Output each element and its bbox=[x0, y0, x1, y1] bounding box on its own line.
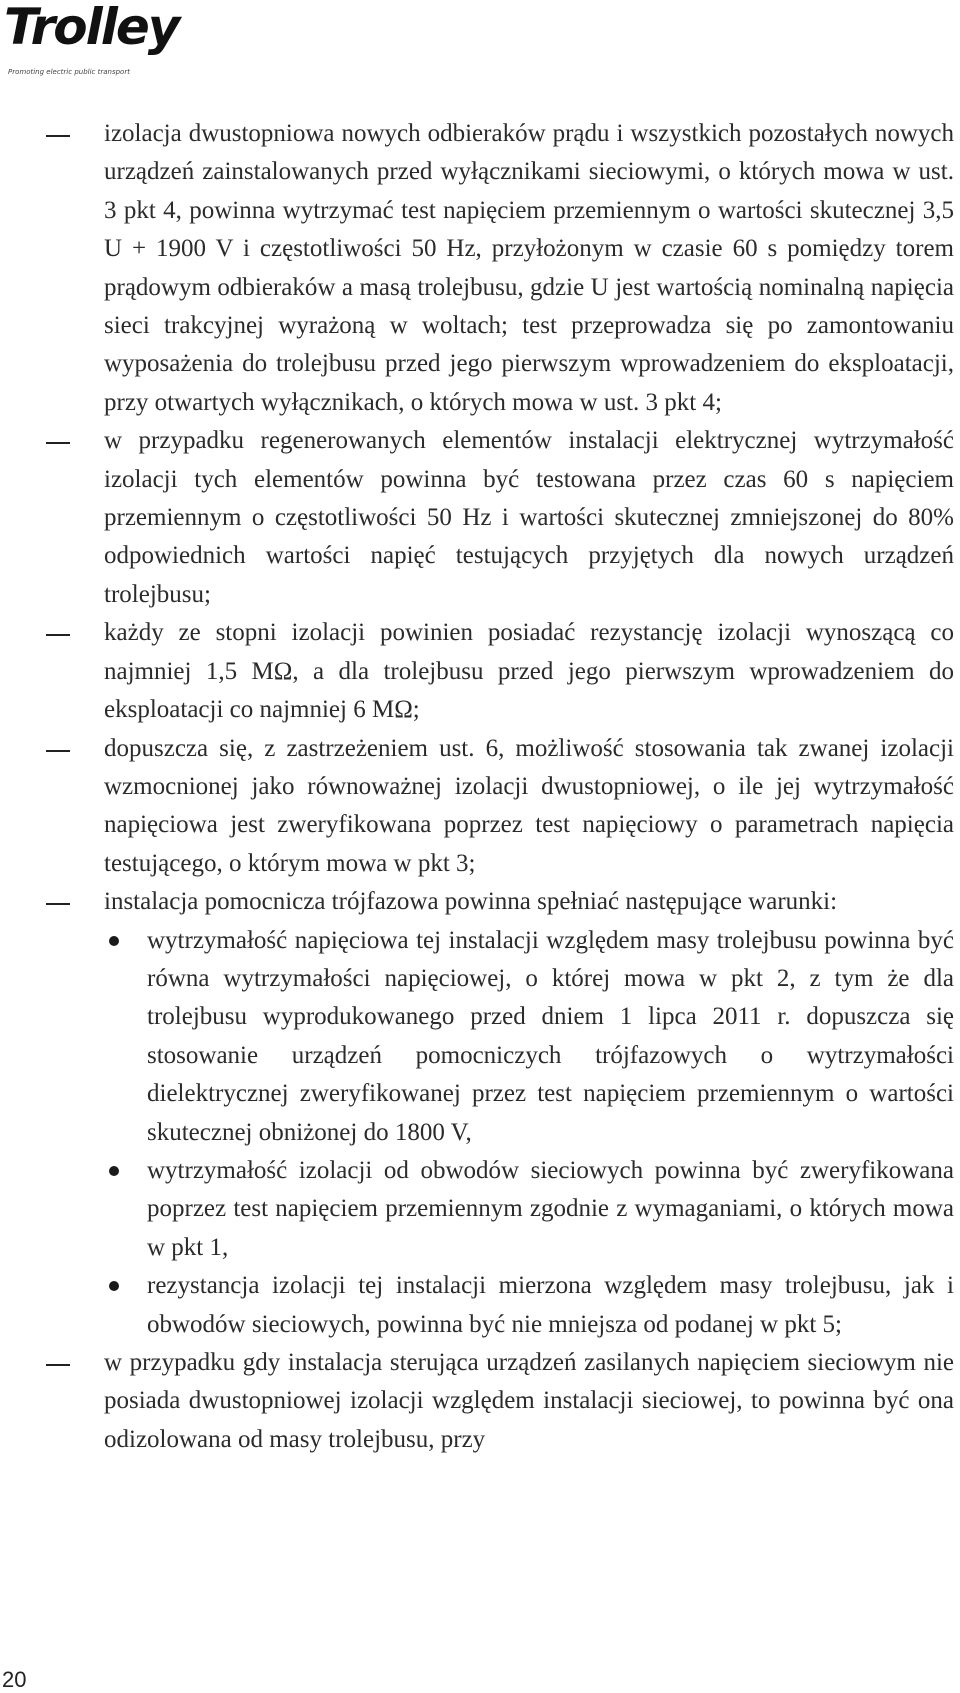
list-item-text: w przypadku gdy instalacja sterująca urządzeń zasilanych napięciem sieciowym nie posiada dwustopniowej izolacji względem instalacji sieciowej, to powinna być ona odizolowana od masy trolejbusu, przy bbox=[104, 1349, 954, 1453]
bullet-item-text: wytrzymałość izolacji od obwodów sieciowych powinna być zweryfikowana poprzez test napięciem przemiennym zgodnie z wymaganiami, o których mowa w pkt 1, bbox=[147, 1156, 954, 1261]
dash-marker bbox=[46, 750, 70, 752]
logo-tagline: Promoting electric public transport bbox=[8, 68, 130, 76]
list-item-1 bbox=[46, 115, 958, 422]
bullet-item-1 bbox=[104, 922, 958, 1152]
list-item-text: każdy ze stopni izolacji powinien posiadać rezystancję izolacji wynoszącą co najmniej 1,5 MΩ, a dla trolejbusu przed jego pierwszym wprowadzeniem do eksploatacji co najmniej 6 MΩ; bbox=[104, 619, 954, 724]
bullet-item-3 bbox=[104, 1267, 958, 1344]
bullet-marker bbox=[109, 1166, 119, 1176]
bullet-marker bbox=[109, 936, 119, 946]
dash-marker bbox=[46, 442, 70, 444]
logo-wordmark: Trolley bbox=[4, 0, 179, 56]
bullet-item-text: wytrzymałość napięciowa tej instalacji względem masy trolejbusu powinna być równa wytrzymałości napięciowej, o której mowa w pkt 2, z tym że dla trolejbusu wyprodukowanego przed dniem 1 lipca 2011 r. dopuszcza się stosowanie urządzeń pomocniczych trójfazowych o wytrzymałości dielektrycznej zweryfikowanej przez test napięciem przemiennym o wartości skutecznej obniżonej do 1800 V, bbox=[147, 926, 954, 1146]
list-item-6 bbox=[46, 1344, 958, 1459]
list-item-text: izolacja dwustopniowa nowych odbieraków prądu i wszystkich pozostałych nowych urządzeń zainstalowanych przed wyłącznikami sieciowymi, o których mowa w ust. 3 pkt 4, powinna wytrzymać test napięciem przemiennym o wartości skutecznej 3,5 U + 1900 V i częstotliwości 50 Hz, przyłożonym w czasie 60 s pomiędzy torem prądowym odbieraków a masą trolejbusu, gdzie U jest wartością nominalną napięcia sieci trakcyjnej wyrażoną w woltach; test przeprowadza się po zamontowaniu wyposażenia do trolejbusu przed jego pierwszym wprowadzeniem do eksploatacji, przy otwartych wyłącznikach, o których mowa w ust. 3 pkt 4; bbox=[104, 120, 954, 416]
list-item-text: w przypadku regenerowanych elementów instalacji elektrycznej wytrzymałość izolacji tych elementów powinna być testowana przez czas 60 s napięciem przemiennym o częstotliwości 50 Hz i wartości skutecznej zmniejszonej do 80% odpowiednich wartości napięć testujących przyjętych dla nowych urządzeń trolejbusu; bbox=[104, 427, 954, 608]
page-number: 20 bbox=[2, 1667, 27, 1692]
dash-marker bbox=[46, 135, 70, 137]
list-item-4 bbox=[46, 730, 958, 884]
list-item-text: instalacja pomocnicza trójfazowa powinna spełniać następujące warunki: bbox=[104, 888, 838, 916]
bullet-marker bbox=[109, 1281, 119, 1291]
list-item-text: dopuszcza się, z zastrzeżeniem ust. 6, możliwość stosowania tak zwanej izolacji wzmocnionej jako równoważnej izolacji dwustopniowej, o ile jej wytrzymałość napięciowa jest zweryfikowana poprzez test napięciowy o parametrach napięcia testującego, o którym mowa w pkt 3; bbox=[104, 734, 954, 877]
dash-marker bbox=[46, 903, 70, 905]
bullet-item-2 bbox=[104, 1152, 958, 1267]
dash-marker bbox=[46, 1364, 70, 1366]
trolley-logo bbox=[4, 0, 179, 82]
list-item-5 bbox=[46, 883, 958, 921]
bullet-item-text: rezystancja izolacji tej instalacji mierzona względem masy trolejbusu, jak i obwodów sieciowych, powinna być nie mniejsza od podanej w pkt 5; bbox=[147, 1272, 954, 1338]
list-item-3 bbox=[46, 614, 958, 729]
list-item-2 bbox=[46, 422, 958, 614]
dash-marker bbox=[46, 634, 70, 636]
document-body bbox=[46, 115, 958, 1459]
